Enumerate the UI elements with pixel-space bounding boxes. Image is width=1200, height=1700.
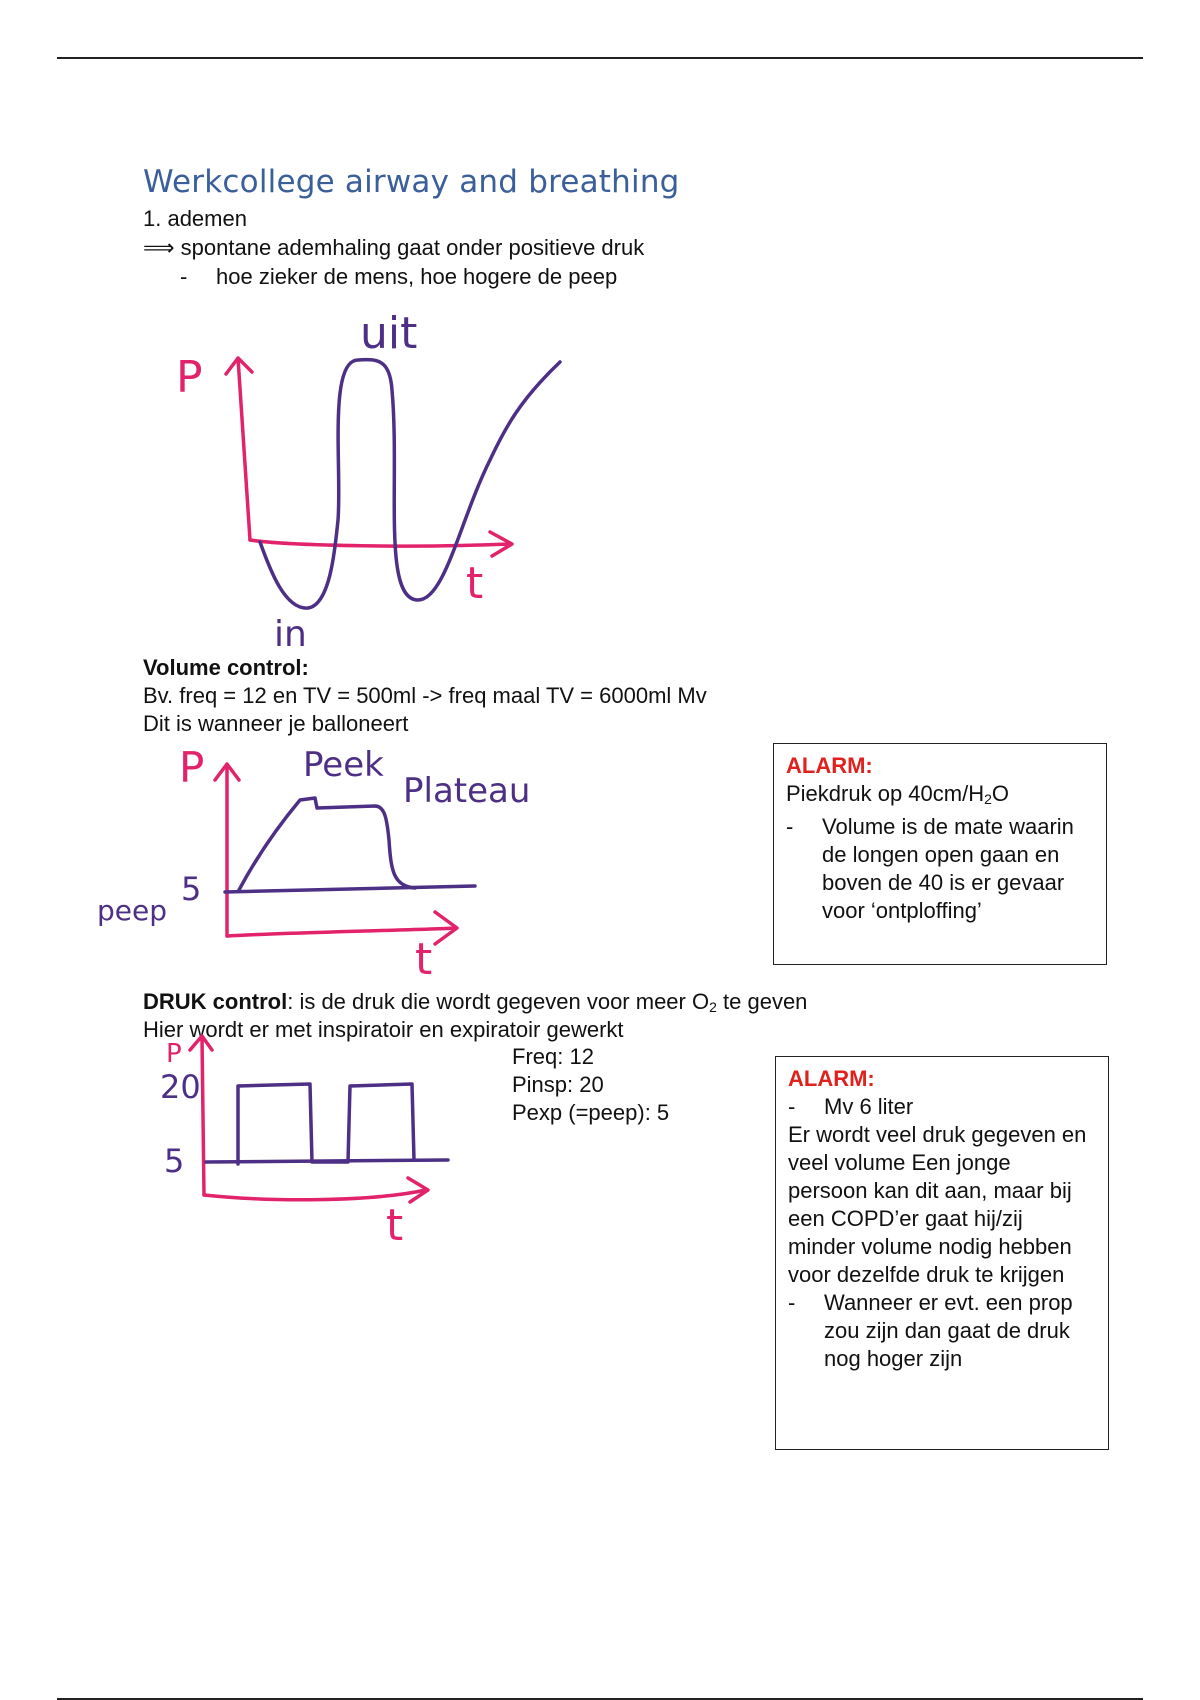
volume-control-line-2: Dit is wanneer je balloneert [143,711,409,736]
implies-arrow-icon: ⟹ [143,235,175,260]
bullet-dash: - [180,264,188,289]
alarm-title: ALARM: [788,1066,875,1091]
y-axis-arrow [226,358,252,540]
peep-label: peep [97,894,167,927]
y-axis-arrow [190,1036,212,1195]
y-axis-arrow [215,764,239,936]
volume-pressure-curve [239,798,415,890]
x-axis-label: t [386,1200,404,1245]
param-freq: Freq: 12 [512,1044,594,1069]
volume-control-line-1: Bv. freq = 12 en TV = 500ml -> freq maal TV = 6000ml Mv [143,683,707,708]
y-axis-label: P [166,1039,182,1069]
header-rule [57,57,1143,59]
volume-control-heading: Volume control: [143,655,309,680]
param-pexp: Pexp (=peep): 5 [512,1100,670,1125]
low-value-label: 5 [164,1142,185,1180]
pressure-control-sketch [150,1030,460,1245]
alarm-box-pressure [775,1056,1109,1450]
square-wave [238,1084,414,1164]
ventilator-params [512,1043,669,1127]
alarm-bullet: - Mv 6 liter [788,1094,914,1119]
section-heading: 1. ademen [143,206,247,231]
uit-label: uit [360,308,418,359]
y-axis-label: P [176,352,203,403]
high-value-label: 20 [160,1068,201,1106]
alarm-bullet: - Wanneer er evt. een prop zou zijn dan gaat de druk nog hoger zijn [788,1290,1073,1371]
alarm-title: ALARM: [786,753,873,778]
druk-control-line-2: Hier wordt er met inspiratoir en expiratoir gewerkt [143,1017,624,1042]
in-label: in [274,614,307,655]
peep-value-label: 5 [181,870,202,908]
peep-baseline [225,886,475,892]
alarm-line: Piekdruk op $40cm/H_2O$ [786,781,1010,807]
pressure-curve-sketch [160,300,580,660]
alarm-paragraph: Er wordt veel druk gegeven en veel volume Een jonge persoon kan dit aan, maar bij een COPD’er gaat hij/zij minder volume nodig hebben voor dezelfde druk te krijgen [788,1122,1087,1287]
druk-control-line-1: DRUK control: is de druk die wordt gegeven voor meer $O_2$ te geven [143,989,808,1015]
x-axis-label: t [415,934,433,980]
param-pinsp: Pinsp: 20 [512,1072,604,1097]
y-axis-label: P [179,743,205,792]
x-axis-label: t [466,558,484,609]
x-axis-arrow [250,532,512,556]
section-line-text: spontane ademhaling gaat onder positieve druk [180,235,645,260]
alarm-bullet: - Volume is de mate waarin de longen open gaan en boven de 40 is er gevaar voor ‘ontploffing’ [786,814,1074,923]
alarm-box-volume [773,743,1107,965]
x-axis-arrow [204,1178,428,1202]
section-bullet-text: hoe zieker de mens, hoe hogere de peep [216,264,618,289]
page-title: Werkcollege airway and breathing [143,164,680,200]
volume-control-sketch [95,740,555,980]
plateau-label: Plateau [403,771,531,811]
pressure-curve [260,360,560,609]
peak-label: Peek [303,745,384,785]
section-line [143,234,644,262]
